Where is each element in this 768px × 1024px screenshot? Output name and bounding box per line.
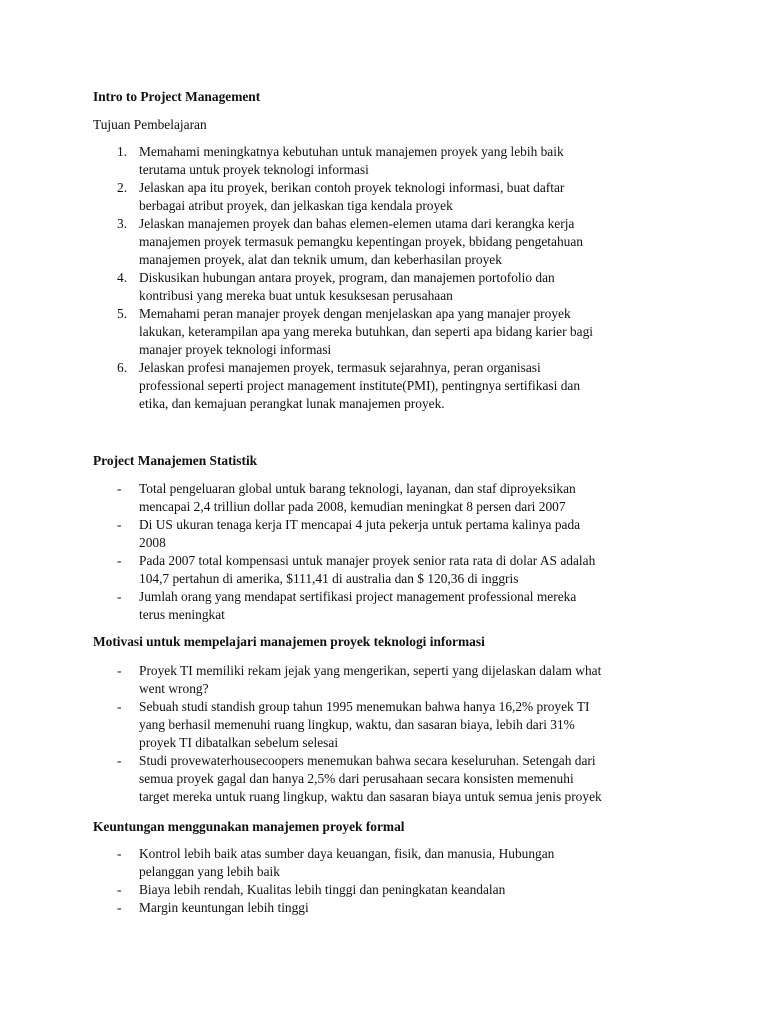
tujuan-item <box>93 269 683 305</box>
list-item-text: Sebuah studi standish group tahun 1995 menemukan bahwa hanya 16,2% proyek TI <box>139 699 590 714</box>
list-marker: - <box>117 846 122 861</box>
list-item-text: Total pengeluaran global untuk barang teknologi, layanan, dan staf diproyeksikan <box>139 481 576 496</box>
keuntungan-heading: Keuntungan menggunakan manajemen proyek formal <box>93 819 405 834</box>
statistik-heading: Project Manajemen Statistik <box>93 453 258 468</box>
list-marker: - <box>117 882 122 897</box>
keuntungan-item <box>93 899 683 917</box>
list-item-text: pelanggan yang lebih baik <box>139 864 280 879</box>
statistik-item <box>93 516 683 552</box>
list-marker: - <box>117 553 122 568</box>
list-item-text: Jumlah orang yang mendapat sertifikasi project management professional mereka <box>139 589 577 604</box>
list-item-text: terus meningkat <box>139 607 225 622</box>
motivasi-list <box>93 662 683 806</box>
list-item-text: lakukan, keterampilan apa yang mereka butuhkan, dan seperti apa bidang karier bagi <box>139 324 593 339</box>
list-item-text: manajemen proyek termasuk pemangku kepentingan proyek, bbidang pengetahuan <box>139 234 583 249</box>
list-item-text: Kontrol lebih baik atas sumber daya keuangan, fisik, dan manusia, Hubungan <box>139 846 555 861</box>
keuntungan-item <box>93 845 683 881</box>
list-marker: - <box>117 900 122 915</box>
statistik-item <box>93 480 683 516</box>
list-item-text: Di US ukuran tenaga kerja IT mencapai 4 juta pekerja untuk pertama kalinya pada <box>139 517 581 532</box>
list-item-text: Studi provewaterhousecoopers menemukan bahwa secara keseluruhan. Setengah dari <box>139 753 596 768</box>
list-item-text: Margin keuntungan lebih tinggi <box>139 900 309 915</box>
list-item-text: Biaya lebih rendah, Kualitas lebih tinggi dan peningkatan keandalan <box>139 882 506 897</box>
list-marker: - <box>117 753 122 768</box>
tujuan-item <box>93 143 683 179</box>
statistik-item <box>93 552 683 588</box>
list-marker: 5. <box>117 306 128 321</box>
list-item-text: terutama untuk proyek teknologi informasi <box>139 162 369 177</box>
list-item-text: berbagai atribut proyek, dan jelkaskan tiga kendala proyek <box>139 198 453 213</box>
tujuan-item <box>93 179 683 215</box>
list-item-text: yang berhasil memenuhi ruang lingkup, waktu, dan sasaran biaya, lebih dari 31% <box>139 717 575 732</box>
list-item-text: went wrong? <box>139 681 209 696</box>
keuntungan-list <box>93 845 683 917</box>
list-marker: 1. <box>117 144 128 159</box>
tujuan-item <box>93 359 683 413</box>
list-item-text: Diskusikan hubungan antara proyek, program, dan manajemen portofolio dan <box>139 270 555 285</box>
tujuan-list <box>93 143 683 413</box>
list-item-text: Jelaskan profesi manajemen proyek, termasuk sejarahnya, peran organisasi <box>139 360 541 375</box>
list-item-text: 104,7 pertahun di amerika, $111,41 di australia dan $ 120,36 di inggris <box>139 571 519 586</box>
list-item-text: kontribusi yang mereka buat untuk kesuksesan perusahaan <box>139 288 453 303</box>
list-marker: - <box>117 481 122 496</box>
list-item-text: mencapai 2,4 trilliun dollar pada 2008, kemudian meningkat 8 persen dari 2007 <box>139 499 566 514</box>
list-item-text: Proyek TI memiliki rekam jejak yang mengerikan, seperti yang dijelaskan dalam what <box>139 663 602 678</box>
motivasi-item <box>93 662 683 698</box>
document-title: Intro to Project Management <box>93 89 261 104</box>
tujuan-label: Tujuan Pembelajaran <box>93 117 207 132</box>
tujuan-item <box>93 305 683 359</box>
list-item-text: manajemen proyek, alat dan teknik umum, dan keberhasilan proyek <box>139 252 502 267</box>
list-item-text: proyek TI dibatalkan sebelum selesai <box>139 735 339 750</box>
list-marker: 6. <box>117 360 128 375</box>
list-marker: 4. <box>117 270 128 285</box>
motivasi-heading: Motivasi untuk mempelajari manajemen proyek teknologi informasi <box>93 634 485 649</box>
tujuan-item <box>93 215 683 269</box>
list-item-text: Jelaskan manajemen proyek dan bahas elemen-elemen utama dari kerangka kerja <box>139 216 575 231</box>
list-item-text: Pada 2007 total kompensasi untuk manajer proyek senior rata rata di dolar AS adalah <box>139 553 596 568</box>
list-marker: 3. <box>117 216 128 231</box>
list-item-text: 2008 <box>139 535 166 550</box>
list-item-text: professional seperti project management institute(PMI), pentingnya sertifikasi dan <box>139 378 581 393</box>
motivasi-item <box>93 698 683 752</box>
list-item-text: target mereka untuk ruang lingkup, waktu dan sasaran biaya untuk semua jenis proyek <box>139 789 602 804</box>
list-marker: 2. <box>117 180 128 195</box>
keuntungan-item <box>93 881 683 899</box>
list-item-text: manajer proyek teknologi informasi <box>139 342 332 357</box>
list-marker: - <box>117 699 122 714</box>
list-marker: - <box>117 589 122 604</box>
list-marker: - <box>117 517 122 532</box>
statistik-item <box>93 588 683 624</box>
list-item-text: Memahami meningkatnya kebutuhan untuk manajemen proyek yang lebih baik <box>139 144 564 159</box>
list-item-text: etika, dan kemajuan perangkat lunak manajemen proyek. <box>139 396 445 411</box>
statistik-list <box>93 480 683 624</box>
list-item-text: Jelaskan apa itu proyek, berikan contoh proyek teknologi informasi, buat daftar <box>139 180 565 195</box>
list-item-text: Memahami peran manajer proyek dengan menjelaskan apa yang manajer proyek <box>139 306 571 321</box>
motivasi-item <box>93 752 683 806</box>
list-marker: - <box>117 663 122 678</box>
list-item-text: semua proyek gagal dan hanya 2,5% dari perusahaan secara konsisten memenuhi <box>139 771 574 786</box>
